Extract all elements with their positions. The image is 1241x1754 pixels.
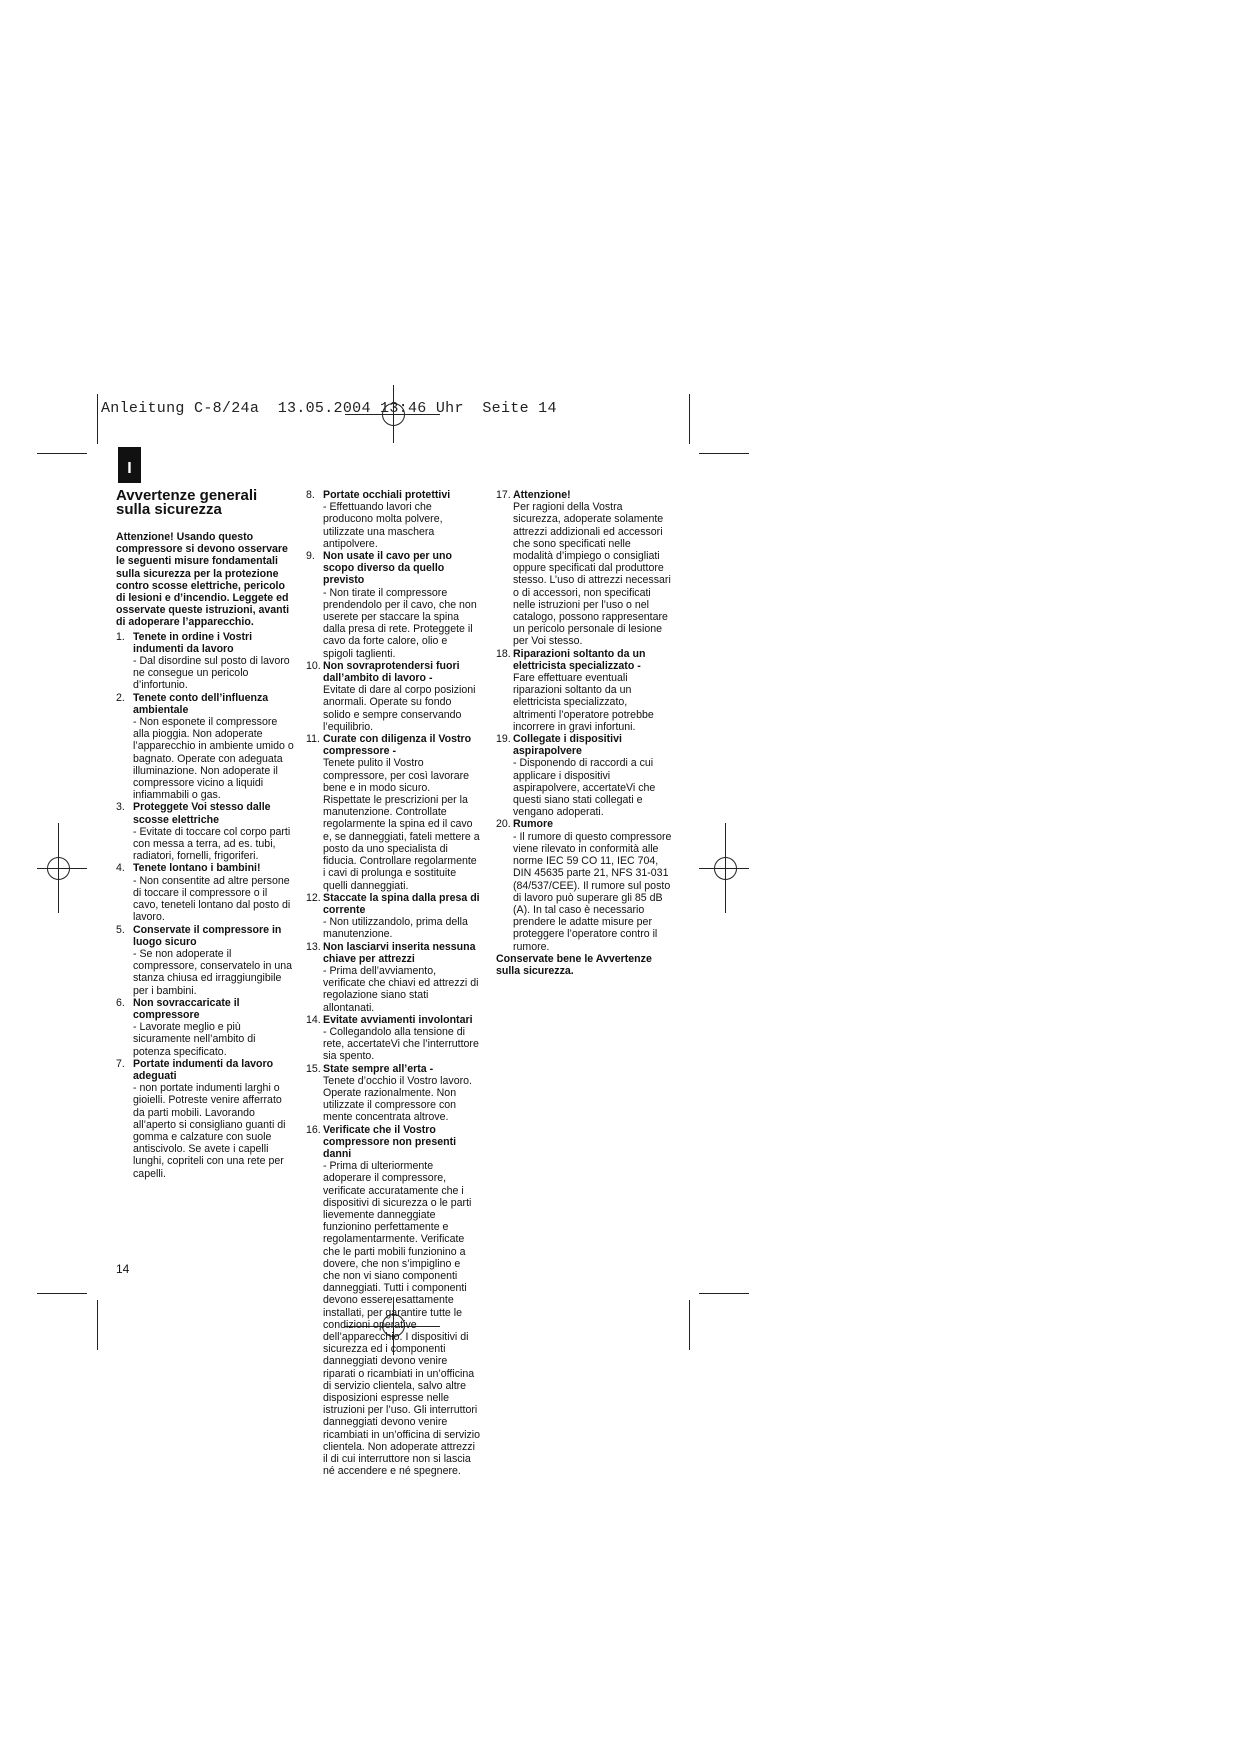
section-title: Avvertenze generali sulla sicurezza [116,487,258,518]
crop-mark-bottom-right-vertical [689,1300,690,1350]
page-number: 14 [116,1262,130,1276]
crop-mark-top-left-vertical [97,394,98,444]
closing-note: Conservate bene le Avvertenze sulla sicurezza. [496,952,652,977]
safety-item: 4. Tenete lontano i bambini! - Non consentite ad altre persone di toccare il compressore o il cavo, teneteli lontano dal posto di lavoro. [116,862,291,924]
safety-item: 1. Tenete in ordine i Vostri indumenti da lavoro - Dal disordine sul posto di lavoro ne consegue un pericolo d’infortunio. [116,630,290,692]
language-tab: I [118,447,141,483]
safety-item: 6. Non sovraccaricate il compressore - Lavorate meglio e più sicuramente nell’ambito di potenza specificato. [116,996,256,1058]
safety-item: 10. Non sovraprotendersi fuori dall’ambito di lavoro - Evitate di dare al corpo posizioni anormali. Operate su fondo solido e sempre conservando l’equilibrio. [306,659,476,733]
safety-item: 14. Evitate avviamenti involontari - Collegandolo alla tensione di rete, accertateVi che l’interruttore sia spento. [306,1013,479,1063]
text-column-1 [116,489,294,1180]
crop-mark-top-right-vertical [689,394,690,444]
safety-item: 7. Portate indumenti da lavoro adeguati - non portate indumenti larghi o gioielli. Potreste venire afferrato da parti mobili. Lavorando all’aperto si consigliano guanti di gomma e calzature con suole antiscivolo. Se avete i capelli lunghi, copriteli con una rete per capelli. [116,1057,286,1180]
safety-item: 16. Verificate che il Vostro compressore non presenti danni - Prima di ulteriormente adoperare il compressore, verificate accuratamente che i dispositivi di sicurezza o le parti lievemente danneggiate funzionino perfettamente e regolamentarmente. Verificate che le parti mobili funzionino a dovere, che non s’impiglino e che non vi siano componenti danneggiati. Tutti i componenti devono essere esattamente installati, per garantire tutte le condizioni operative dell’apparecchio. I dispositivi di sicurezza ed i componenti danneggiati devono venire riparati o ricambiati in un’officina di servizio clientela, salvo altre disposizioni espresse nelle istruzioni per l’uso. Gli interruttori danneggiati devono venire ricambiati in un’officina di servizio clientela. Non adoperate attrezzi il di cui interruttore non si lascia né accendere e né spegnere. [306,1123,481,1478]
safety-item: 19. Collegate i dispositivi aspirapolvere - Disponendo di raccordi a cui applicare i dispositivi aspirapolvere, accertateVi che questi siano stati collegati e vengano adoperati. [496,733,656,819]
print-header-slug: Anleitung C-8/24a 13.05.2004 13:46 Uhr Seite 14 [101,400,557,417]
safety-item: 20. Rumore - Il rumore di questo compressore viene rilevato in conformità alle norme IEC 59 CO 11, IEC 704, DIN 45635 parte 21, NFS 31-031 (84/537/CEE). Il rumore sul posto di lavoro può superare gli 85 dB (A). In tal caso è necessario prendere le adatte misure per proteggere l’operatore contro il rumore. [496,818,672,953]
safety-item: 18. Riparazioni soltanto da un elettricista specializzato - Fare effettuare eventuali riparazioni soltanto da un elettricista specializzato, altrimenti l’operatore potrebbe incorrere in gravi infortuni. [496,647,654,733]
crop-mark-bottom-left-horizontal [37,1293,87,1294]
safety-item: 3. Proteggete Voi stesso dalle scosse elettriche - Evitate di toccare col corpo parti con messa a terra, ad es. tubi, radiatori, fornelli, frigoriferi. [116,801,291,863]
text-column-3 [496,489,672,977]
intro-warning: Attenzione! Usando questo compressore si devono osservare le seguenti misure fondamentali sulla sicurezza per la protezione contro scosse elettriche, pericolo di lesioni e d’incendio. Leggete ed osservate queste istruzioni, avanti di adoperare l’apparecchio. [116,531,290,629]
safety-item: 2. Tenete conto dell’influenza ambientale - Non esponete il compressore alla pioggia. Non adoperate l’apparecchio in ambiente umido o bagnato. Operate con adeguata illuminazione. Non adoperate il compressore vicino a liquidi infiammabili o gas. [116,691,294,802]
safety-item: 11. Curate con diligenza il Vostro compressore - Tenete pulito il Vostro compressore, per così lavorare bene e in modo sicuro. Rispettate le prescrizioni per la manutenzione. Controllate regolarmente la spina ed il cavo e, se danneggiati, fateli mettere a posto da uno specialista di fiducia. Controllare regolarmente i cavi di prolunga e sostituite quelli danneggiati. [306,733,480,892]
safety-item: 12. Staccate la spina dalla presa di corrente - Non utilizzandolo, prima della manutenzione. [306,891,480,941]
crop-mark-top-left-horizontal [37,453,87,454]
safety-item: 5. Conservate il compressore in luogo sicuro - Se non adoperate il compressore, conservatelo in una stanza chiusa ed irraggiungibile per i bambini. [116,923,292,997]
safety-item: 13. Non lasciarvi inserita nessuna chiave per attrezzi - Prima dell’avviamento, verificate che chiavi ed attrezzi di regolazione siano stati allontanati. [306,940,479,1014]
crop-mark-bottom-left-vertical [97,1300,98,1350]
crop-mark-top-right-horizontal [699,453,749,454]
safety-item: 15. State sempre all’erta - Tenete d’occhio il Vostro lavoro. Operate razionalmente. Non utilizzate il compressore con mente concentrata altrove. [306,1062,472,1124]
crop-mark-bottom-right-horizontal [699,1293,749,1294]
safety-item: 8. Portate occhiali protettivi - Effettuando lavori che producono molta polvere, utilizzate una maschera antipolvere. [306,489,451,550]
safety-item: 17. Attenzione! Per ragioni della Vostra sicurezza, adoperate solamente attrezzi addizionali ed accessori che sono specificati nelle modalità d’impiego o consigliati oppure specificati dal produttore stesso. L’uso di attrezzi necessari o di accessori, non specificati nelle istruzioni per l’uso o nel catalogo, possono rappresentare un pericolo personale di lesione per Voi stesso. [496,489,671,648]
safety-item: 9. Non usate il cavo per uno scopo diverso da quello previsto - Non tirate il compressore prendendolo per il cavo, che non userete per staccare la spina dalla presa di rete. Proteggete il cavo da forte calore, olio e spigoli taglienti. [306,550,477,660]
text-column-2 [306,489,480,1477]
